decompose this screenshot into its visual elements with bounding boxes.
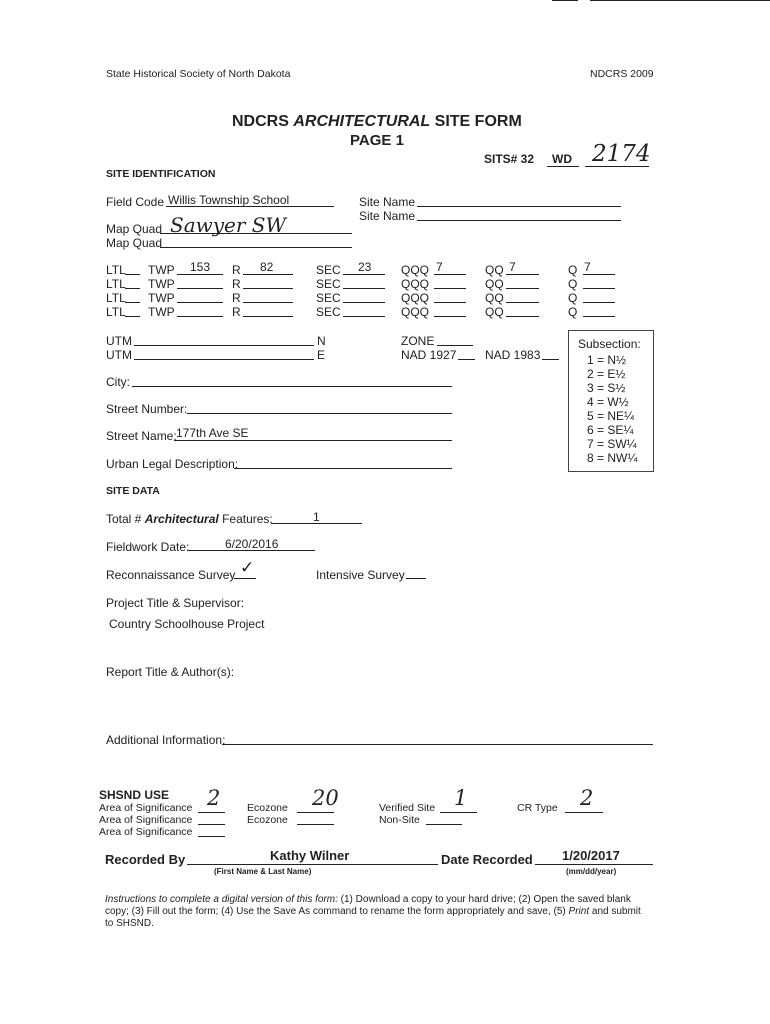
site-data-heading: SITE DATA: [106, 485, 160, 497]
grid-value-twp: 153: [190, 260, 211, 274]
grid-value-sec: 23: [358, 260, 372, 274]
grid-label-qq-4: QQ: [485, 305, 504, 319]
grid-label-twp-4: TWP: [148, 305, 175, 319]
grid-label-twp-3: TWP: [148, 291, 175, 305]
form-title: NDCRS ARCHITECTURAL SITE FORM: [232, 113, 522, 130]
grid-label-q-1: Q: [568, 263, 578, 277]
subsection-item: 8 = NW¼: [587, 451, 638, 465]
sits-county: WD: [552, 152, 572, 166]
grid-label-q-4: Q: [568, 305, 578, 319]
date-recorded-value: 1/20/2017: [562, 848, 620, 863]
grid-label-ltl-1: LTL: [106, 263, 126, 277]
cr-type-value: 2: [580, 786, 594, 810]
aos-value-1: 2: [207, 786, 221, 810]
subsection-item: 1 = N½: [587, 353, 627, 367]
n-label: N: [317, 334, 326, 348]
report-label: Report Title & Author(s):: [106, 665, 235, 679]
fieldwork-date: 6/20/2016: [225, 537, 279, 551]
features-label: Total # Architectural Features:: [106, 512, 273, 526]
urban-legal-label: Urban Legal Description:: [106, 457, 239, 471]
subsection-item: 7 = SW¼: [587, 437, 637, 451]
zone-label: ZONE: [401, 334, 435, 348]
grid-label-qq-3: QQ: [485, 291, 504, 305]
ecozone-label-1: Ecozone: [247, 802, 288, 814]
street-name-label: Street Name:: [106, 429, 177, 443]
grid-label-q-3: Q: [568, 291, 578, 305]
verified-site-label: Verified Site: [379, 802, 436, 814]
field-code-value: Willis Township School: [168, 193, 290, 207]
grid-label-r-4: R: [232, 305, 241, 319]
subsection-item: 2 = E½: [587, 367, 626, 381]
grid-value-r: 82: [260, 260, 274, 274]
grid-value-q: 7: [584, 260, 591, 274]
grid-label-twp-2: TWP: [148, 277, 175, 291]
date-recorded-label: Date Recorded: [441, 852, 533, 867]
grid-label-qqq-2: QQQ: [401, 277, 430, 291]
recorded-by-label: Recorded By: [105, 852, 186, 867]
grid-value-qq: 7: [509, 260, 516, 274]
subsection-legend: [568, 330, 654, 472]
city-label: City:: [106, 375, 130, 389]
sits-label: SITS# 32: [484, 152, 535, 166]
ecozone-value-1: 20: [312, 786, 339, 810]
project-label: Project Title & Supervisor:: [106, 596, 245, 610]
sits-number: 2174: [592, 141, 651, 167]
nad1927-label: NAD 1927: [401, 348, 457, 362]
instructions-text: Instructions to complete a digital version of this form: (1) Download a copy to your hard drive; (2) Open the saved blank copy; (3) Fill out the form; (4) Use the Save As command to rename the form appropriately and save, (5) Print and submit to SHSND.: [105, 894, 641, 929]
grid-label-q-2: Q: [568, 277, 578, 291]
grid-label-qqq-3: QQQ: [401, 291, 430, 305]
grid-label-sec-2: SEC: [316, 277, 341, 291]
grid-label-qqq-4: QQQ: [401, 305, 430, 319]
map-quad-value: Sawyer SW: [170, 213, 287, 237]
grid-label-ltl-4: LTL: [106, 305, 126, 319]
grid-label-sec-3: SEC: [316, 291, 341, 305]
grid-label-sec-4: SEC: [316, 305, 341, 319]
e-label: E: [317, 348, 326, 362]
street-name-value: 177th Ave SE: [176, 426, 249, 440]
subsection-title: Subsection:: [578, 337, 641, 351]
subsection-item: 6 = SE¼: [587, 423, 634, 437]
subsection-item: 5 = NE¼: [587, 409, 635, 423]
nad1983-label: NAD 1983: [485, 348, 541, 362]
aos-label-2: Area of Significance: [99, 814, 193, 826]
recorder-name-caption: (First Name & Last Name): [214, 867, 312, 876]
ecozone-label-2: Ecozone: [247, 814, 288, 826]
grid-label-qq-2: QQ: [485, 277, 504, 291]
site-identification-heading: SITE IDENTIFICATION: [106, 168, 216, 180]
additional-label: Additional Information:: [106, 733, 226, 747]
org-name: State Historical Society of North Dakota: [106, 68, 291, 80]
features-value: 1: [313, 510, 320, 524]
shsnd-heading: SHSND USE: [99, 788, 170, 802]
grid-label-ltl-2: LTL: [106, 277, 126, 291]
site-name-label: Site Name: [359, 195, 416, 209]
utm-label-2: UTM: [106, 348, 132, 362]
grid-label-r-1: R: [232, 263, 241, 277]
field-code-label: Field Code: [106, 195, 165, 209]
grid-label-sec-1: SEC: [316, 263, 341, 277]
grid-label-ltl-3: LTL: [106, 291, 126, 305]
aos-label-3: Area of Significance: [99, 826, 193, 838]
site-name-label-2: Site Name: [359, 209, 416, 223]
recon-checkmark: ✓: [240, 558, 255, 577]
subsection-item: 3 = S½: [587, 381, 626, 395]
grid-label-twp-1: TWP: [148, 263, 175, 277]
recorder-name: Kathy Wilner: [270, 848, 350, 863]
street-number-label: Street Number:: [106, 402, 188, 416]
recon-label: Reconnaissance Survey: [106, 568, 236, 582]
grid-label-r-2: R: [232, 277, 241, 291]
map-quad-label-2: Map Quad: [106, 236, 163, 250]
grid-value-qqq: 7: [436, 260, 443, 274]
page-title: PAGE 1: [350, 132, 404, 149]
grid-label-r-3: R: [232, 291, 241, 305]
cr-type-label: CR Type: [517, 802, 558, 814]
project-value: Country Schoolhouse Project: [109, 617, 265, 631]
map-quad-label: Map Quad: [106, 222, 163, 236]
verified-site-value: 1: [454, 786, 468, 810]
intensive-label: Intensive Survey: [316, 568, 405, 582]
non-site-label: Non-Site: [379, 814, 420, 826]
form-code: NDCRS 2009: [590, 68, 654, 80]
fieldwork-label: Fieldwork Date:: [106, 540, 190, 554]
utm-label-1: UTM: [106, 334, 132, 348]
subsection-item: 4 = W½: [587, 395, 629, 409]
grid-label-qqq-1: QQQ: [401, 263, 430, 277]
aos-label-1: Area of Significance: [99, 802, 193, 814]
grid-label-qq-1: QQ: [485, 263, 504, 277]
date-caption: (mm/dd/year): [566, 867, 617, 876]
